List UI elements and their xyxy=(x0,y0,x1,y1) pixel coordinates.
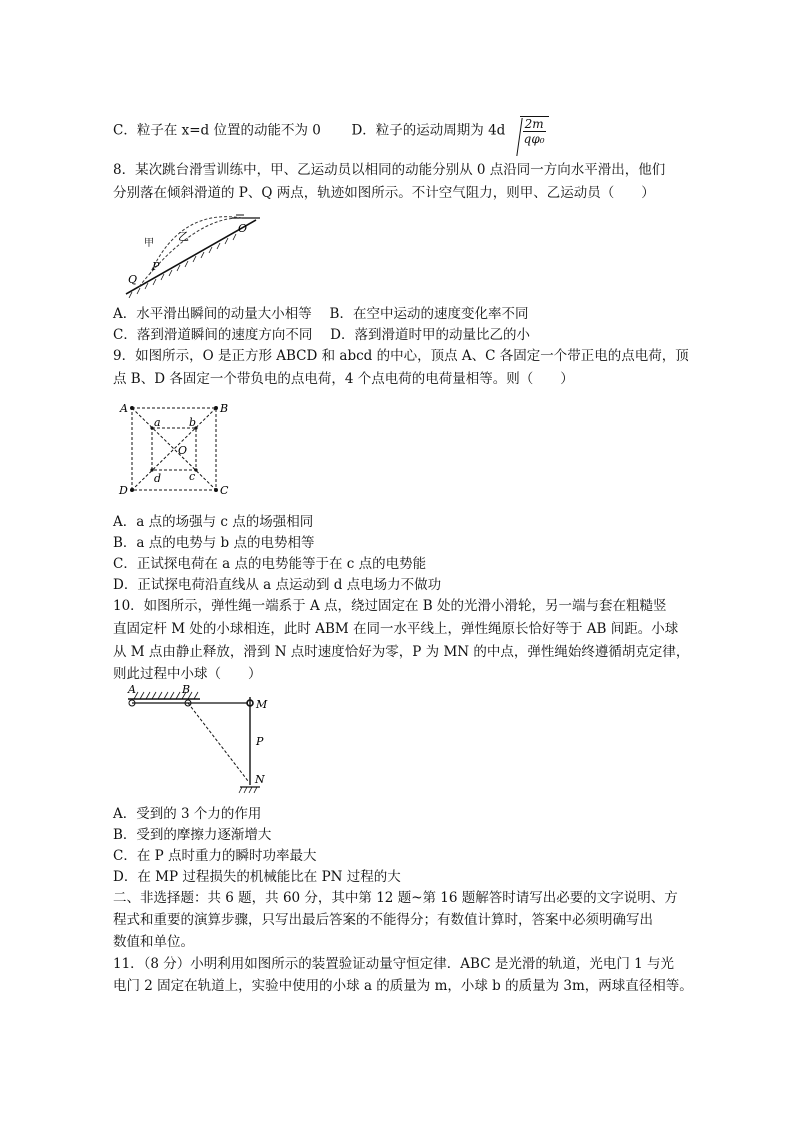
label-b: b xyxy=(189,416,197,429)
label-jia: 甲 xyxy=(144,238,154,249)
label-A: A xyxy=(120,402,128,415)
q9-option-c: C．正试探电荷在 a 点的电势能等于在 c 点的电势能 xyxy=(113,556,427,572)
label-M: M xyxy=(256,698,268,711)
q8-options-ab: A．水平滑出瞬间的动量大小相等 B．在空中运动的速度变化率不同 xyxy=(113,306,529,322)
ground-hatching xyxy=(239,787,257,793)
q10-option-b: B．受到的摩擦力逐渐增大 xyxy=(113,827,272,843)
q11-stem-line2: 电门 2 固定在轨道上，实验中使用的小球 a 的质量为 m，小球 b 的质量为 3m，两球直径相等。 xyxy=(113,978,693,994)
q8-stem-line2: 分别落在倾斜滑道的 P、Q 两点，轨迹如图所示。不计空气阻力，则甲、乙运动员（ ） xyxy=(113,185,655,201)
q9-stem-line1: 9．如图所示，O 是正方形 ABCD 和 abcd 的中心，顶点 A、C 各固定一个带正电的点电荷，顶 xyxy=(113,348,689,364)
option-d-text: D．粒子的运动周期为 4d xyxy=(351,122,506,139)
q9-option-d: D．正试探电荷沿直线从 a 点运动到 d 点电场力不做功 xyxy=(113,577,442,593)
q11-stem-line1: 11．（8 分）小明利用如图所示的装置验证动量守恒定律．ABC 是光滑的轨道，光电门 1 与光 xyxy=(113,956,675,972)
sqrt-expression xyxy=(510,116,549,146)
label-D: D xyxy=(119,484,128,497)
label-yi: 乙 xyxy=(178,230,189,243)
q10-stem-line1: 10．如图所示，弹性绳一端系于 A 点，绕过固定在 B 处的光滑小滑轮，另一端与套在粗糙竖 xyxy=(113,598,667,614)
q10-option-d: D．在 MP 过程损失的机械能比在 PN 过程的大 xyxy=(113,869,401,885)
q10-stem-line4: 则此过程中小球（ ） xyxy=(113,666,262,682)
label-B: B xyxy=(220,402,229,415)
square-charges-figure xyxy=(116,398,236,500)
q8-stem-line1: 8．某次跳台滑雪训练中，甲、乙运动员以相同的动能分别从 0 点沿同一方向水平滑出，他们 xyxy=(113,162,666,178)
label-Q: Q xyxy=(128,273,138,286)
q9-stem-line2: 点 B、D 各固定一个带负电的点电荷，4 个点电荷的电荷量相等。则（ ） xyxy=(113,371,574,387)
q10-stem-line3: 从 M 点由静止释放，滑到 N 点时速度恰好为零，P 为 MN 的中点，弹性绳始终遵循胡克定律， xyxy=(113,644,690,660)
label-d: d xyxy=(154,472,162,485)
label-P: P xyxy=(256,735,264,748)
ski-jump-figure xyxy=(120,208,270,298)
label-C: C xyxy=(220,484,229,497)
q9-option-b: B．a 点的电势与 b 点的电势相等 xyxy=(113,535,315,551)
label-A: A xyxy=(128,683,136,696)
q8-options-cd: C．落到滑道瞬间的速度方向不同 D．落到滑道时甲的动量比乙的小 xyxy=(113,327,530,343)
label-c: c xyxy=(189,470,196,483)
section2-heading-line2: 程式和重要的演算步骤，只写出最后答案的不能得分；有数值计算时，答案中必须明确写出 xyxy=(113,912,653,928)
label-P: P xyxy=(152,260,160,273)
label-O: O xyxy=(178,444,188,457)
label-B: B xyxy=(182,683,191,696)
fraction-denominator: qφ₀ xyxy=(523,132,545,146)
q10-stem-line2: 直固定杆 M 处的小球相连，此时 ABM 在同一水平线上，弹性绳原长恰好等于 AB 间距。小球 xyxy=(113,621,679,637)
cord-to-N xyxy=(188,703,248,781)
label-a: a xyxy=(154,416,161,429)
q10-option-c: C．在 P 点时重力的瞬时功率最大 xyxy=(113,848,317,864)
option-8c-9d-line xyxy=(113,116,549,146)
elastic-cord-figure xyxy=(118,683,278,801)
label-N: N xyxy=(255,773,265,786)
slope-line xyxy=(126,220,256,294)
trajectory-jia xyxy=(150,217,242,274)
label-O: O xyxy=(238,222,248,235)
fraction-numerator: 2m xyxy=(524,117,544,131)
q9-option-a: A．a 点的场强与 c 点的场强相同 xyxy=(113,514,314,530)
option-c-text: C．粒子在 x=d 位置的动能不为 0 xyxy=(113,122,321,139)
section2-heading-line1: 二、非选择题：共 6 题，共 60 分，其中第 12 题~第 16 题解答时请写出必要的文字说明、方 xyxy=(113,890,678,906)
q10-option-a: A．受到的 3 个力的作用 xyxy=(113,806,262,822)
fraction xyxy=(523,117,546,146)
section2-heading-line3: 数值和单位。 xyxy=(113,934,194,950)
